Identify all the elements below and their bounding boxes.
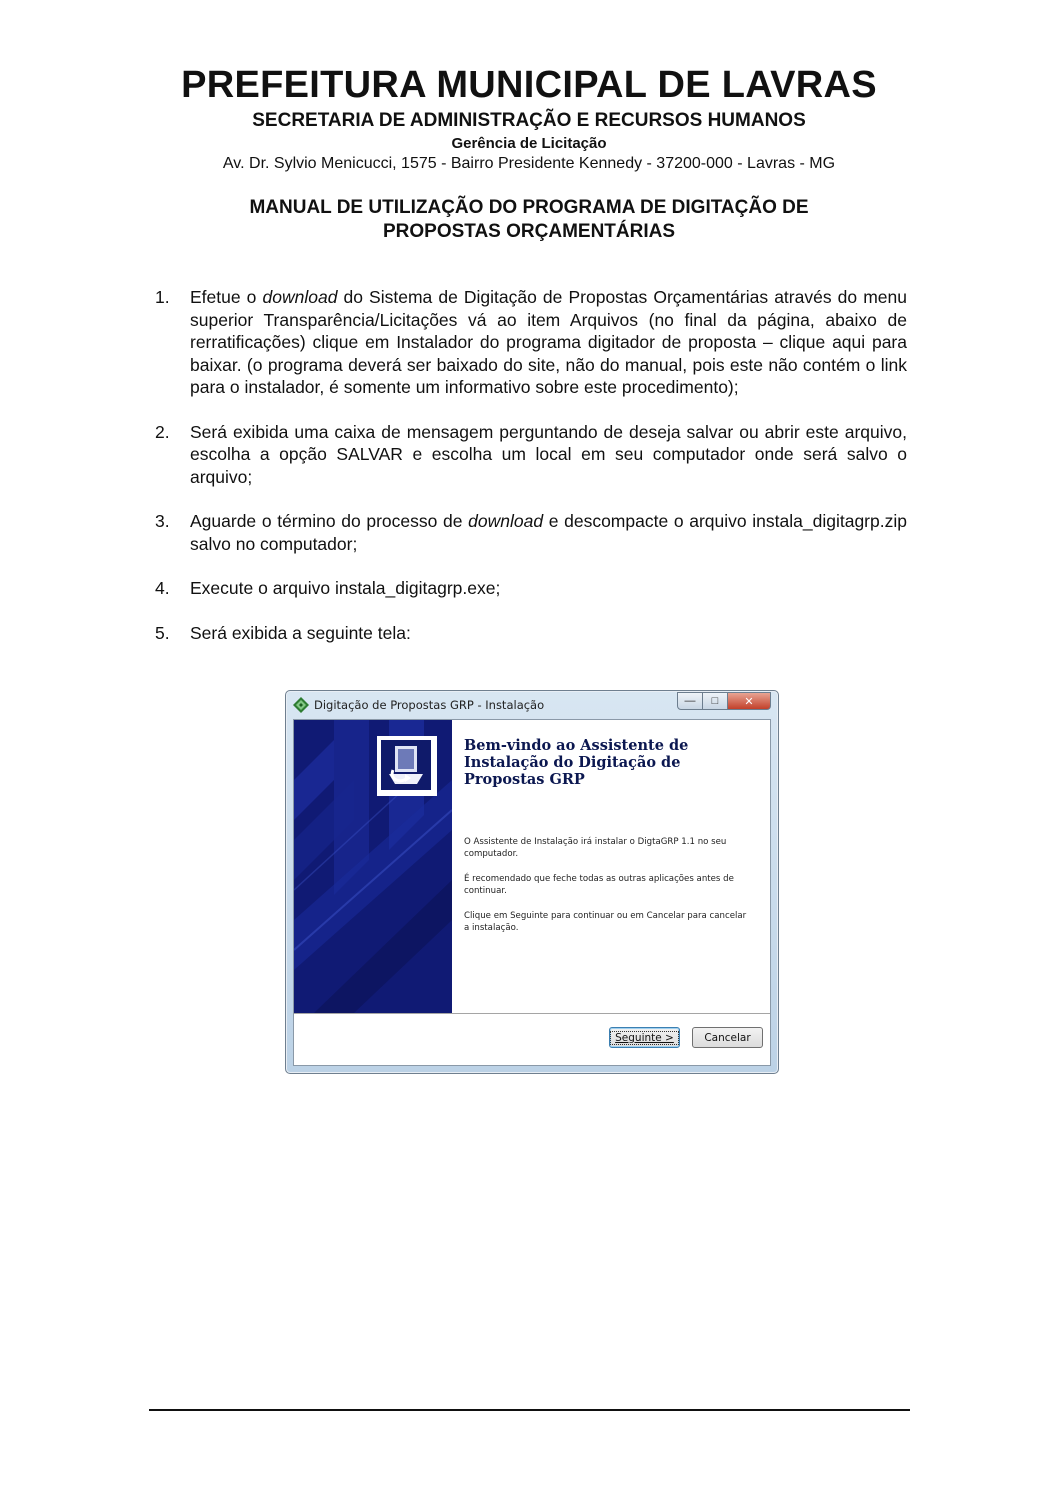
step-emphasis: download <box>262 287 338 307</box>
manual-title <box>0 196 1058 244</box>
footer-rule <box>149 1409 910 1411</box>
manual-title-line1: MANUAL DE UTILIZAÇÃO DO PROGRAMA DE DIGITAÇÃO DE <box>249 197 809 218</box>
step-text: Aguarde o término do processo de <box>190 511 469 531</box>
sub-department: Gerência de Licitação <box>451 135 607 152</box>
step-number: 3. <box>155 511 170 531</box>
org-name: PREFEITURA MUNICIPAL DE LAVRAS <box>181 64 877 106</box>
step-text: do Sistema de Digitação de Propostas Orçamentárias através do menu superior Transparência/Licitações vá ao item Arquivos (no final da página, abaixo de rerratificações) clique em Instalador do programa digitador de proposta – clique aqui para baixar. (o programa deverá ser baixado do site, não do manual, pois este não contém o link para o instalador, é somente um informativo sobre este procedimento); <box>190 287 907 397</box>
step-item <box>155 421 907 489</box>
steps-list <box>155 286 907 666</box>
step-item <box>155 286 907 399</box>
wizard-paragraph: O Assistente de Instalação irá instalar o DigtaGRP 1.1 no seu computador. <box>464 837 727 859</box>
caption-buttons <box>678 692 771 710</box>
step-item <box>155 577 907 600</box>
step-text: Execute o arquivo instala_digitagrp.exe; <box>190 578 501 598</box>
installer-logo-icon <box>377 736 437 796</box>
step-text: e descompacte o arquivo instala_digitagrp.zip salvo no computador; <box>190 511 907 554</box>
step-text: Efetue o <box>190 287 263 307</box>
step-emphasis: download <box>468 511 544 531</box>
next-button[interactable] <box>609 1027 680 1048</box>
button-separator <box>294 1013 770 1015</box>
maximize-icon[interactable]: □ <box>702 692 728 710</box>
manual-title-line2: PROPOSTAS ORÇAMENTÁRIAS <box>382 221 676 242</box>
next-button-label: Seguinte > <box>610 1031 679 1045</box>
step-item <box>155 622 907 645</box>
step-text: Será exibida a seguinte tela: <box>190 622 411 643</box>
department-name: SECRETARIA DE ADMINISTRAÇÃO E RECURSOS HUMANOS <box>252 110 806 131</box>
step-number: 4. <box>155 578 170 598</box>
window-titlebar[interactable] <box>286 691 778 719</box>
wizard-banner <box>294 720 452 1013</box>
wizard-paragraph: É recomendado que feche todas as outras aplicações antes de continuar. <box>464 874 734 896</box>
step-item <box>155 510 907 555</box>
cancel-button[interactable]: Cancelar <box>692 1027 763 1048</box>
window-client-area <box>293 719 771 1066</box>
step-number: 5. <box>155 622 170 643</box>
address: Av. Dr. Sylvio Menicucci, 1575 - Bairro Presidente Kennedy - 37200-000 - Lavras - MG <box>222 155 836 172</box>
wizard-heading: Bem-vindo ao Assistente de Instalação do Digitação de Propostas GRP <box>464 737 689 788</box>
minimize-icon[interactable]: — <box>677 692 703 710</box>
step-text: Será exibida uma caixa de mensagem perguntando de deseja salvar ou abrir este arquivo, escolha a opção SALVAR e escolha um local em seu computador onde será salvo o arquivo; <box>190 421 907 487</box>
app-icon <box>293 697 309 713</box>
close-icon[interactable]: ✕ <box>727 692 771 710</box>
window-title: Digitação de Propostas GRP - Instalação <box>314 698 545 712</box>
wizard-paragraph: Clique em Seguinte para continuar ou em Cancelar para cancelar a instalação. <box>464 911 747 933</box>
step-number: 1. <box>155 287 170 307</box>
step-number: 2. <box>155 421 170 442</box>
installer-window <box>285 690 779 1074</box>
